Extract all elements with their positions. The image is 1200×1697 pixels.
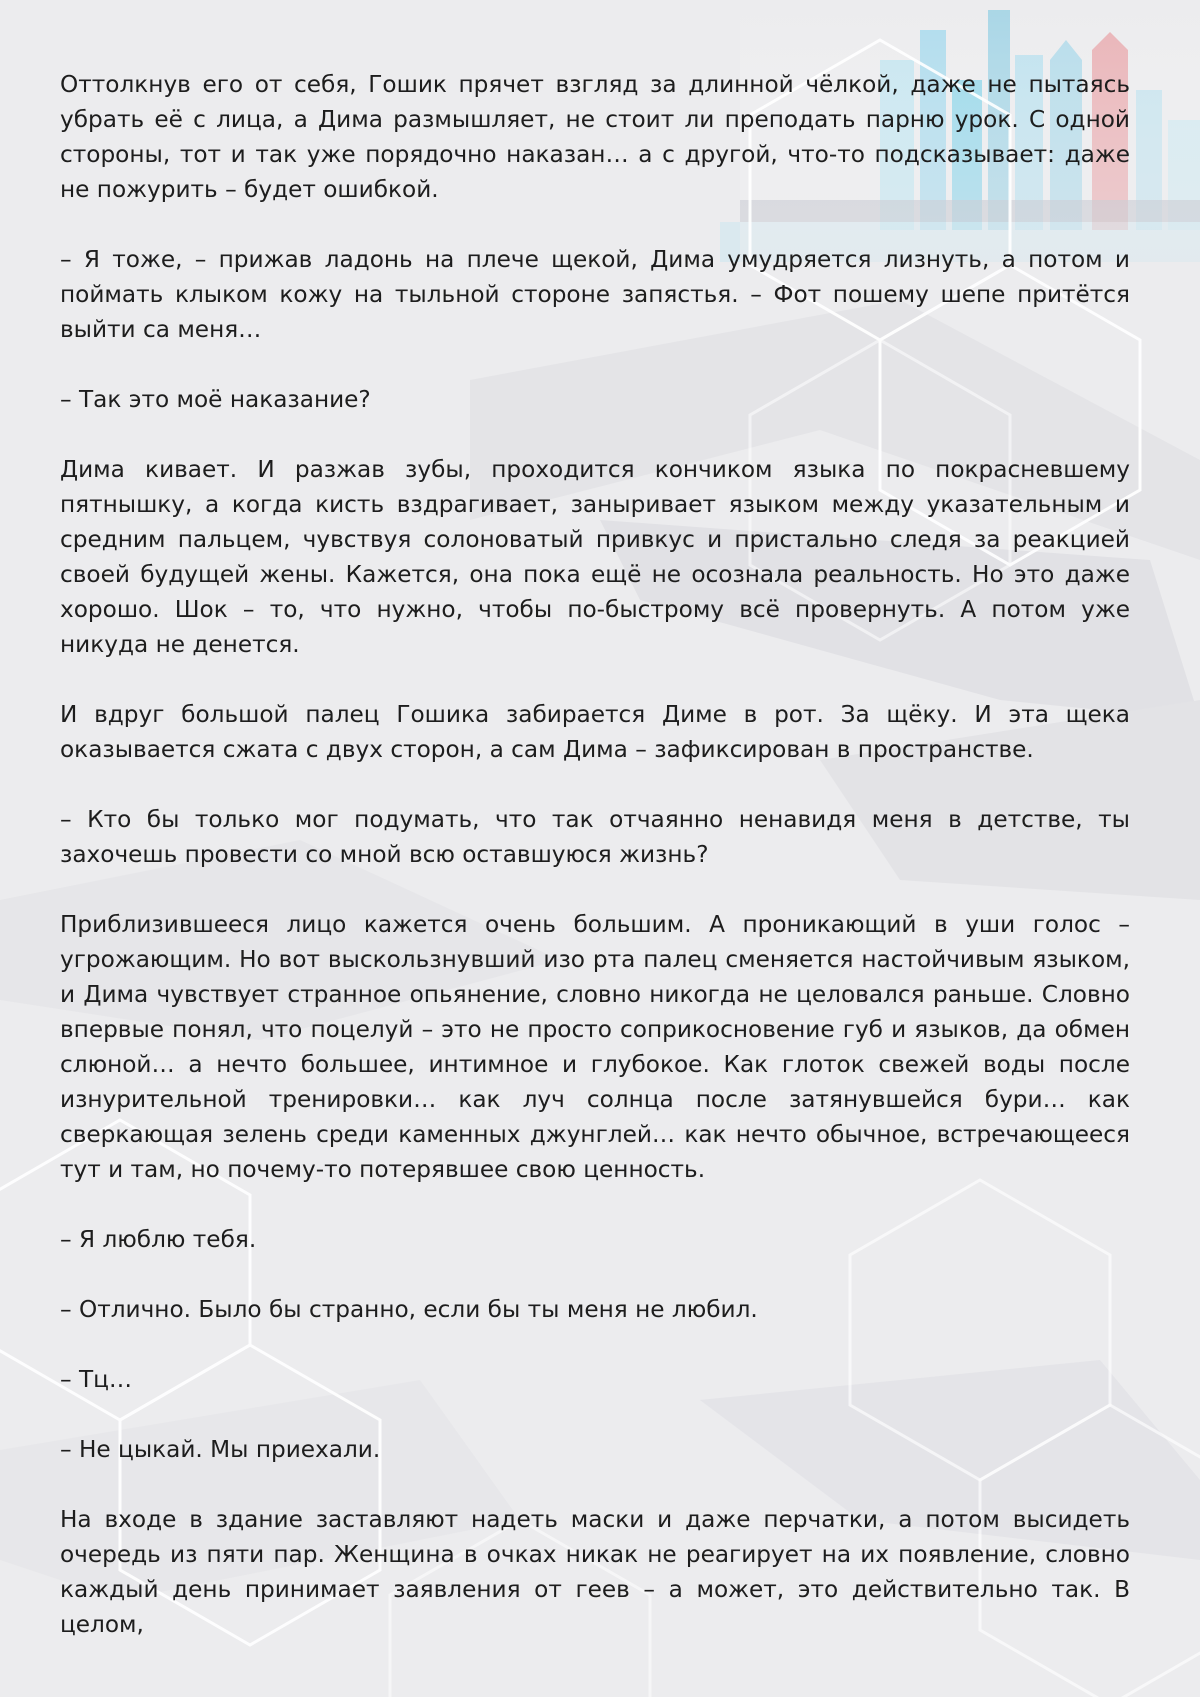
paragraph: И вдруг большой палец Гошика забирается Диме в рот. За щёку. И эта щека оказывается сжата с двух сторон, а сам Дима – зафиксирован в пространстве. bbox=[60, 701, 1130, 763]
paragraph: Приблизившееся лицо кажется очень большим. А проникающий в уши голос – угрожающим. Но вот выскользнувший изо рта палец сменяется настойчивым языком, и Дима чувствует странное опьянение, словно никогда не целовался раньше. Словно впервые понял, что поцелуй – это не просто соприкосновение губ и языков, да обмен слюной… а нечто большее, интимное и глубокое. Как глоток свежей воды после изнурительной тренировки… как луч солнца после затянувшейся бури… как сверкающая зелень среди каменных джунглей… как нечто обычное, встречающееся тут и там, но почему-то потерявшее свою ценность. bbox=[60, 911, 1130, 1183]
document-body bbox=[60, 67, 1130, 1642]
dialogue-line: – Не цыкай. Мы приехали. bbox=[60, 1436, 381, 1463]
paragraph: Оттолкнув его от себя, Гошик прячет взгляд за длинной чёлкой, даже не пытаясь убрать её с лица, а Дима размышляет, не стоит ли преподать парню урок. С одной стороны, тот и так уже порядочно наказан… а с другой, что-то подсказывает: даже не пожурить – будет ошибкой. bbox=[60, 71, 1130, 203]
dialogue-line: – Так это моё наказание? bbox=[60, 386, 371, 413]
dialogue-line: – Кто бы только мог подумать, что так отчаянно ненавидя меня в детстве, ты захочешь провести со мной всю оставшуюся жизнь? bbox=[60, 806, 1130, 868]
dialogue-line: – Я люблю тебя. bbox=[60, 1226, 257, 1253]
paragraph: – Я тоже, – прижав ладонь на плече щекой, Дима умудряется лизнуть, а потом и поймать клыком кожу на тыльной стороне запястья. – Фот пошему шепе притётся выйти са меня… bbox=[60, 246, 1130, 343]
dialogue-line: – Отлично. Было бы странно, если бы ты меня не любил. bbox=[60, 1296, 758, 1323]
dialogue-line: – Тц… bbox=[60, 1366, 133, 1393]
paragraph: Дима кивает. И разжав зубы, проходится кончиком языка по покрасневшему пятнышку, а когда кисть вздрагивает, заныривает языком между указательным и средним пальцем, чувствуя солоноватый привкус и пристально следя за реакцией своей будущей жены. Кажется, она пока ещё не осознала реальность. Но это даже хорошо. Шок – то, что нужно, чтобы по-быстрому всё провернуть. А потом уже никуда не денется. bbox=[60, 456, 1130, 658]
paragraph: На входе в здание заставляют надеть маски и даже перчатки, а потом высидеть очередь из пяти пар. Женщина в очках никак не реагирует на их появление, словно каждый день принимает заявления от геев – а может, это действительно так. В целом, bbox=[60, 1506, 1130, 1638]
